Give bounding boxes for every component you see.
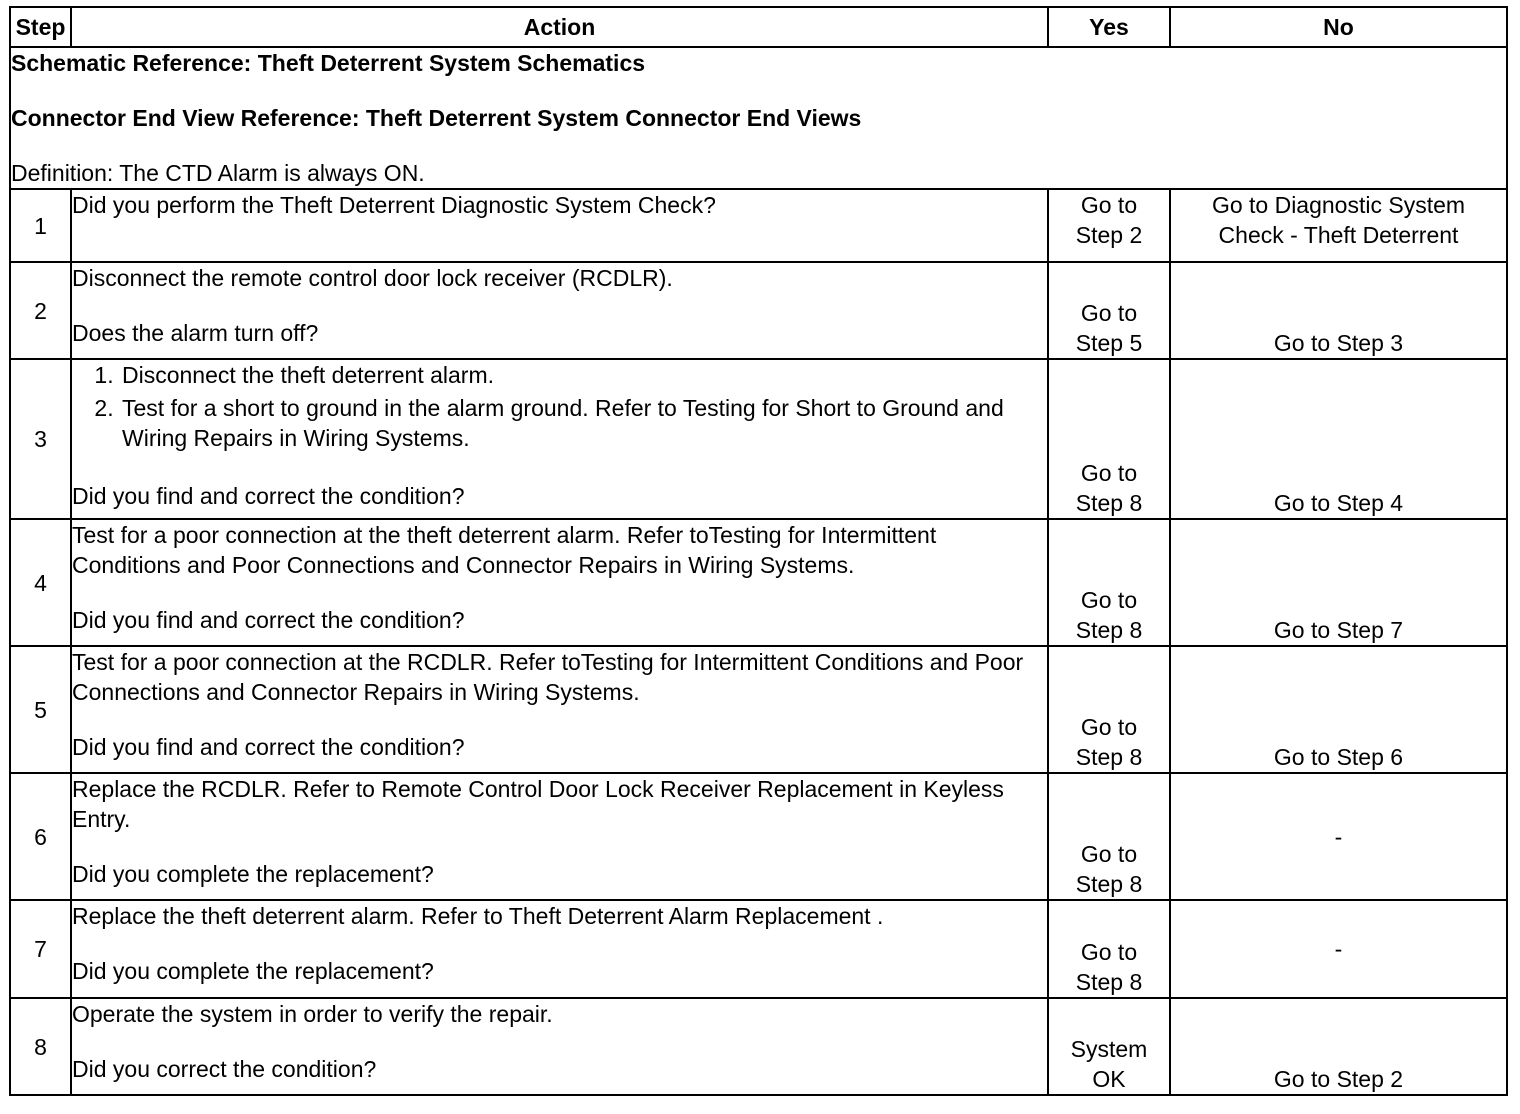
step-question: Did you find and correct the condition?	[72, 607, 465, 633]
yes-line-2: Step 8	[1075, 744, 1143, 770]
step-number: 5	[10, 646, 71, 773]
step-question: Did you correct the condition?	[72, 1056, 377, 1082]
schematic-reference: Schematic Reference: Theft Deterrent System Schematics	[11, 50, 646, 76]
step-text: Test for a poor connection at the RCDLR. Refer toTesting for Intermittent Conditions and Poor Connections and Connector Repairs in Wiring Systems.	[72, 649, 1024, 705]
step-number: 1	[10, 189, 71, 262]
step-no: Go to Step 2	[1170, 998, 1507, 1095]
list-item: 2. Test for a short to ground in the alarm ground. Refer to Testing for Short to Ground and Wiring Repairs in Wiring Systems.	[120, 393, 1047, 453]
step-no	[1170, 189, 1507, 262]
diagnostic-table	[9, 6, 1508, 1096]
header-action: Action	[71, 7, 1048, 47]
step-question: Did you find and correct the condition?	[72, 734, 465, 760]
step-action	[71, 773, 1048, 900]
step-yes	[1048, 359, 1170, 519]
table-row	[10, 998, 1507, 1095]
step-no: -	[1170, 900, 1507, 998]
step-yes	[1048, 189, 1170, 262]
step-question: Does the alarm turn off?	[72, 320, 319, 346]
step-no: Go to Step 6	[1170, 646, 1507, 773]
procedure-list	[72, 360, 1047, 453]
step-yes	[1048, 519, 1170, 646]
step-yes	[1048, 262, 1170, 359]
yes-line-2: Step 8	[1075, 871, 1143, 897]
no-line-1: Go to Diagnostic System	[1211, 192, 1466, 218]
step-yes	[1048, 646, 1170, 773]
table-row	[10, 773, 1507, 900]
step-no: -	[1170, 773, 1507, 900]
yes-line-2: Step 8	[1075, 490, 1143, 516]
step-yes	[1048, 900, 1170, 998]
step-text: Did you perform the Theft Deterrent Diagnostic System Check?	[72, 192, 716, 218]
list-item: 1. Disconnect the theft deterrent alarm.	[120, 360, 1047, 390]
table-row	[10, 519, 1507, 646]
table-row	[10, 359, 1507, 519]
step-number: 2	[10, 262, 71, 359]
yes-line-2: Step 8	[1075, 617, 1143, 643]
step-yes	[1048, 998, 1170, 1095]
yes-line-1: Go to	[1080, 841, 1138, 867]
table-row	[10, 189, 1507, 262]
header-step: Step	[10, 7, 71, 47]
step-question: Did you complete the replacement?	[72, 861, 434, 887]
yes-line-1: Go to	[1080, 714, 1138, 740]
reference-cell	[10, 47, 1507, 189]
table-header-row	[10, 7, 1507, 47]
step-action	[71, 519, 1048, 646]
header-yes: Yes	[1048, 7, 1170, 47]
step-number: 6	[10, 773, 71, 900]
step-action	[71, 189, 1048, 262]
table-row	[10, 646, 1507, 773]
yes-line-2: Step 2	[1075, 222, 1143, 248]
definition-text: Definition: The CTD Alarm is always ON.	[11, 160, 425, 186]
step-text: Replace the theft deterrent alarm. Refer to Theft Deterrent Alarm Replacement .	[72, 903, 884, 929]
step-action	[71, 646, 1048, 773]
yes-line-1: Go to	[1080, 939, 1138, 965]
step-no: Go to Step 7	[1170, 519, 1507, 646]
step-question: Did you complete the replacement?	[72, 958, 434, 984]
yes-line-1: Go to	[1080, 587, 1138, 613]
step-text: Test for a poor connection at the theft deterrent alarm. Refer toTesting for Intermittent Conditions and Poor Connections and Connector Repairs in Wiring Systems.	[72, 522, 937, 578]
yes-line-1: Go to	[1080, 192, 1138, 218]
yes-line-2: Step 8	[1075, 969, 1143, 995]
step-number: 8	[10, 998, 71, 1095]
step-action	[71, 359, 1048, 519]
step-text: Operate the system in order to verify the repair.	[72, 1001, 553, 1027]
step-action	[71, 262, 1048, 359]
reference-row	[10, 47, 1507, 189]
step-yes	[1048, 773, 1170, 900]
step-number: 4	[10, 519, 71, 646]
no-line-2: Check - Theft Deterrent	[1218, 222, 1459, 248]
yes-line-1: Go to	[1080, 460, 1138, 486]
diagnostic-table-page	[9, 6, 1508, 1096]
yes-line-2: Step 5	[1075, 330, 1143, 356]
step-no: Go to Step 3	[1170, 262, 1507, 359]
step-no: Go to Step 4	[1170, 359, 1507, 519]
table-row	[10, 900, 1507, 998]
header-no: No	[1170, 7, 1507, 47]
step-number: 3	[10, 359, 71, 519]
yes-line-2: OK	[1092, 1066, 1126, 1092]
table-row	[10, 262, 1507, 359]
step-action	[71, 900, 1048, 998]
step-action	[71, 998, 1048, 1095]
step-text: Replace the RCDLR. Refer to Remote Control Door Lock Receiver Replacement in Keyless Entry.	[72, 776, 1004, 832]
connector-reference: Connector End View Reference: Theft Deterrent System Connector End Views	[11, 105, 862, 131]
step-text: Disconnect the remote control door lock receiver (RCDLR).	[72, 265, 673, 291]
yes-line-1: System	[1070, 1036, 1148, 1062]
yes-line-1: Go to	[1080, 300, 1138, 326]
step-number: 7	[10, 900, 71, 998]
step-question: Did you find and correct the condition?	[72, 483, 465, 509]
